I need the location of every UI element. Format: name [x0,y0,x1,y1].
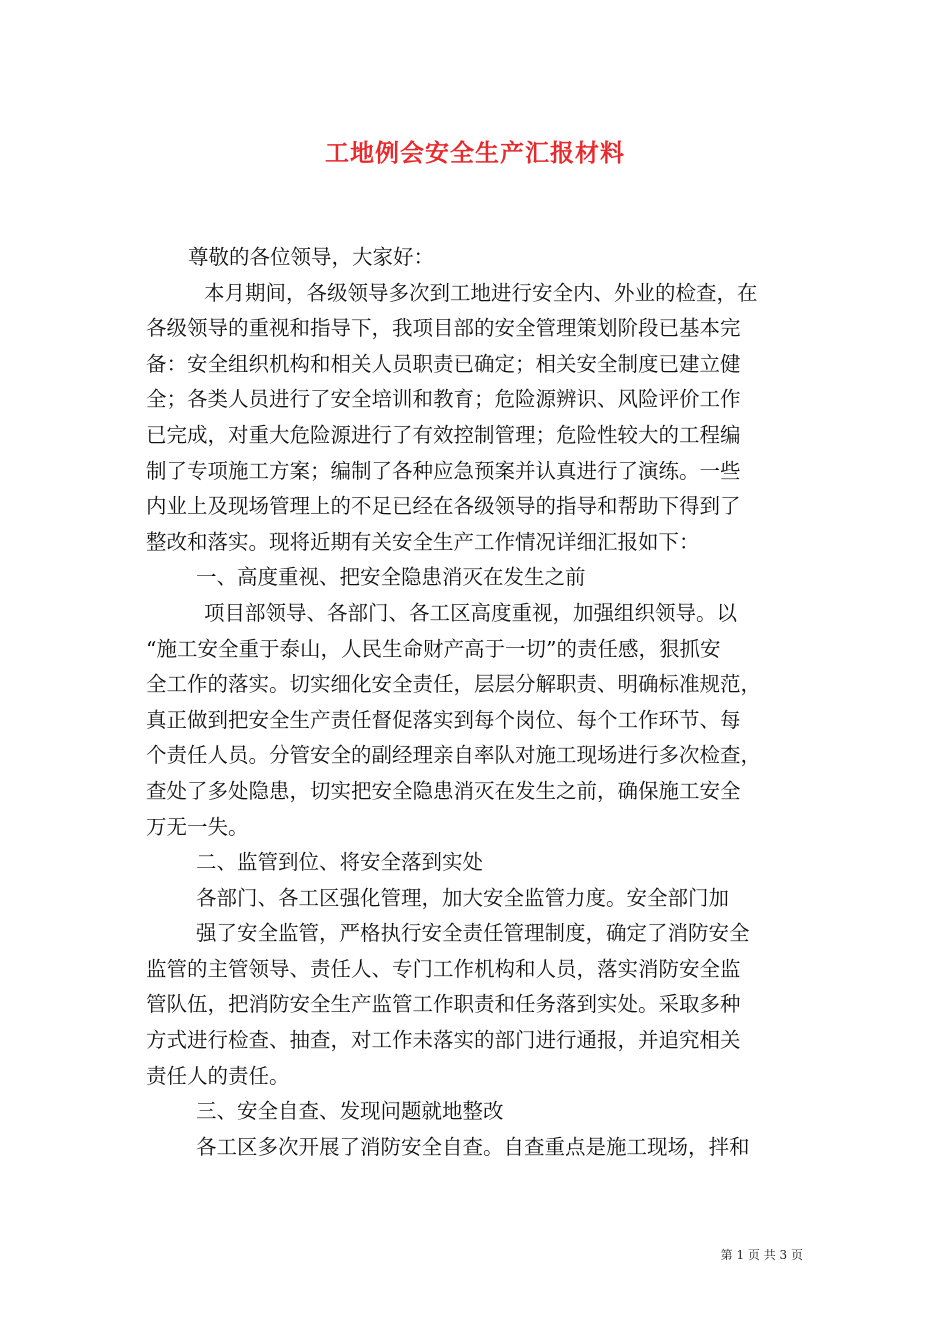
paragraph-line: 责任人的责任。 [146,1063,290,1088]
greeting-line: 尊敬的各位领导，大家好： [188,245,434,269]
paragraph-line: 监管的主管领导、责任人、专门工作机构和人员，落实消防安全监 [146,956,741,981]
section-heading: 二、监管到位、将安全落到实处 [196,850,483,875]
paragraph-line: 个责任人员。分管安全的副经理亲自率队对施工现场进行多次检查， [146,743,761,768]
paragraph-line: 方式进行检查、抽查，对工作未落实的部门进行通报，并追究相关 [146,1028,741,1053]
paragraph-line: 各部门、各工区强化管理，加大安全监管力度。安全部门加 [196,885,729,910]
paragraph-line: 查处了多处隐患，切实把安全隐患消灭在发生之前，确保施工安全 [146,778,741,803]
paragraph-line: 强了安全监管，严格执行安全责任管理制度，确定了消防安全 [196,921,750,946]
paragraph-line: 各级领导的重视和指导下，我项目部的安全管理策划阶段已基本完 [146,316,741,341]
paragraph-line: 本月期间，各级领导多次到工地进行安全内、外业的检查，在 [204,280,758,305]
paragraph-line: 整改和落实。现将近期有关安全生产工作情况详细汇报如下： [146,529,700,554]
paragraph-line: 各工区多次开展了消防安全自查。自查重点是施工现场，拌和 [196,1134,750,1159]
paragraph-line: 真正做到把安全生产责任督促落实到每个岗位、每个工作环节、每 [146,707,741,732]
paragraph-line: 全；各类人员进行了安全培训和教育；危险源辨识、风险评价工作 [146,387,741,412]
paragraph-line: 已完成，对重大危险源进行了有效控制管理；危险性较大的工程编 [146,422,741,447]
section-heading: 三、安全自查、发现问题就地整改 [196,1099,504,1124]
paragraph-line: 管队伍，把消防安全生产监管工作职责和任务落到实处。采取多种 [146,992,741,1017]
paragraph-line: 项目部领导、各部门、各工区高度重视，加强组织领导。以 [204,600,737,625]
section-heading: 一、高度重视、把安全隐患消灭在发生之前 [196,565,586,590]
paragraph-line: 备：安全组织机构和相关人员职责已确定；相关安全制度已建立健 [146,351,741,376]
paragraph-line: 内业上及现场管理上的不足已经在各级领导的指导和帮助下得到了 [146,494,741,519]
document-title: 工地例会安全生产汇报材料 [325,138,625,167]
paragraph-line: 万无一失。 [146,814,249,839]
paragraph-line: 全工作的落实。切实细化安全责任，层层分解职责、明确标准规范， [146,672,761,697]
page-number-footer: 第 1 页 共 3 页 [720,1248,803,1262]
document-body [146,240,811,1165]
paragraph-line: 制了专项施工方案；编制了各种应急预案并认真进行了演练。一些 [146,458,741,483]
paragraph-line: “施工安全重于泰山，人民生命财产高于一切”的责任感，狠抓安 [146,636,721,661]
